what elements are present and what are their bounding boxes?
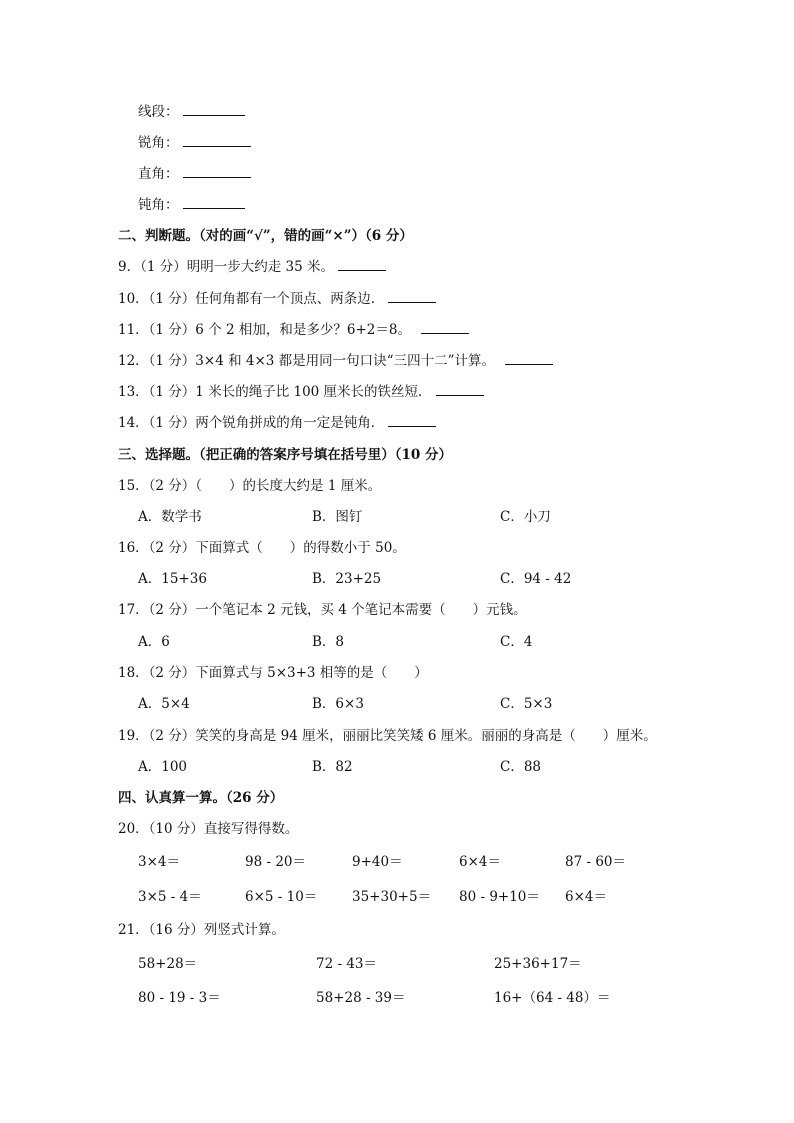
calc-item: 87 - 60＝ xyxy=(565,854,627,870)
calc-item: 6×5 - 10＝ xyxy=(245,889,318,905)
answer-blank[interactable] xyxy=(436,383,484,396)
calc-item: 6×4＝ xyxy=(459,854,501,870)
question-18: 18．（2 分）下面算式与 5×3+3 相等的是（ ） xyxy=(118,665,428,681)
question-9 xyxy=(118,258,386,276)
question-11 xyxy=(118,321,469,339)
calc-item: 80 - 9+10＝ xyxy=(459,889,540,905)
question-19: 19．（2 分）笑笑的身高是 94 厘米，丽丽比笑笑矮 6 厘米。丽丽的身高是（ ）厘米。 xyxy=(118,728,657,744)
question-10 xyxy=(118,290,436,308)
obtuse-angle-label: 钝角： xyxy=(138,197,179,213)
calc-item: 16+（64 - 48）＝ xyxy=(494,990,611,1006)
answer-blank[interactable] xyxy=(183,103,245,116)
calc-item: 98 - 20＝ xyxy=(245,854,307,870)
option-a[interactable]: A．5×4 xyxy=(138,696,190,712)
option-a[interactable]: A．数学书 xyxy=(138,509,202,525)
calc-item: 6×4＝ xyxy=(565,889,607,905)
right-angle-row xyxy=(138,165,251,183)
option-b[interactable]: B．图钉 xyxy=(312,509,363,525)
obtuse-angle-row xyxy=(138,196,245,214)
option-c[interactable]: C．小刀 xyxy=(500,509,551,525)
question-20: 20．（10 分）直接写得得数。 xyxy=(118,821,299,837)
calc-item: 35+30+5＝ xyxy=(352,889,432,905)
calc-item: 9+40＝ xyxy=(352,854,403,870)
calc-item: 3×5 - 4＝ xyxy=(138,889,202,905)
option-a[interactable]: A．15+36 xyxy=(138,571,207,587)
option-b[interactable]: B．23+25 xyxy=(312,571,382,587)
section-3-title: 三、选择题。（把正确的答案序号填在括号里）（10 分） xyxy=(118,447,452,463)
question-16: 16．（2 分）下面算式（ ）的得数小于 50。 xyxy=(118,540,406,556)
answer-blank[interactable] xyxy=(505,352,553,365)
answer-blank[interactable] xyxy=(388,414,436,427)
question-text: 13．（1 分）1 米长的绳子比 100 厘米长的铁丝短． xyxy=(118,384,432,400)
answer-blank[interactable] xyxy=(183,196,245,209)
question-text: 14．（1 分）两个锐角拼成的角一定是钝角． xyxy=(118,415,385,431)
calc-item: 58+28＝ xyxy=(138,956,198,972)
question-13 xyxy=(118,383,484,401)
right-angle-label: 直角： xyxy=(138,166,179,182)
option-b[interactable]: B．82 xyxy=(312,759,353,775)
section-4-title: 四、认真算一算。（26 分） xyxy=(118,790,284,806)
option-c[interactable]: C．5×3 xyxy=(500,696,553,712)
question-21: 21．（16 分）列竖式计算。 xyxy=(118,922,285,938)
calc-item: 72 - 43＝ xyxy=(316,956,378,972)
answer-blank[interactable] xyxy=(388,290,436,303)
answer-blank[interactable] xyxy=(338,258,386,271)
acute-angle-row xyxy=(138,134,251,152)
line-segment-row xyxy=(138,103,245,121)
question-17: 17．（2 分）一个笔记本 2 元钱，买 4 个笔记本需要（ ）元钱。 xyxy=(118,602,527,618)
answer-blank[interactable] xyxy=(183,134,251,147)
answer-blank[interactable] xyxy=(183,165,251,178)
question-text: 12．（1 分）3×4 和 4×3 都是用同一句口诀“三四十二”计算。 xyxy=(118,353,495,369)
calc-item: 25+36+17＝ xyxy=(494,956,582,972)
calc-item: 3×4＝ xyxy=(138,854,180,870)
calc-item: 58+28 - 39＝ xyxy=(316,990,406,1006)
question-text: 9．（1 分）明明一步大约走 35 米。 xyxy=(118,259,334,275)
acute-angle-label: 锐角： xyxy=(138,135,179,151)
option-b[interactable]: B．6×3 xyxy=(312,696,364,712)
question-text: 10．（1 分）任何角都有一个顶点、两条边． xyxy=(118,291,385,307)
option-c[interactable]: C．94 - 42 xyxy=(500,571,572,587)
option-c[interactable]: C．88 xyxy=(500,759,542,775)
line-segment-label: 线段： xyxy=(138,104,179,120)
option-b[interactable]: B．8 xyxy=(312,634,345,650)
calc-item: 80 - 19 - 3＝ xyxy=(138,990,221,1006)
option-c[interactable]: C．4 xyxy=(500,634,533,650)
question-12 xyxy=(118,352,553,370)
option-a[interactable]: A．6 xyxy=(138,634,170,650)
answer-blank[interactable] xyxy=(421,321,469,334)
question-text: 11．（1 分）6 个 2 相加，和是多少？6+2＝8。 xyxy=(118,322,411,338)
option-a[interactable]: A．100 xyxy=(138,759,188,775)
section-2-title: 二、判断题。（对的画“√”，错的画“×”）（6 分） xyxy=(118,228,413,244)
question-14 xyxy=(118,414,436,432)
question-15: 15．（2 分）（ ）的长度大约是 1 厘米。 xyxy=(118,478,382,494)
